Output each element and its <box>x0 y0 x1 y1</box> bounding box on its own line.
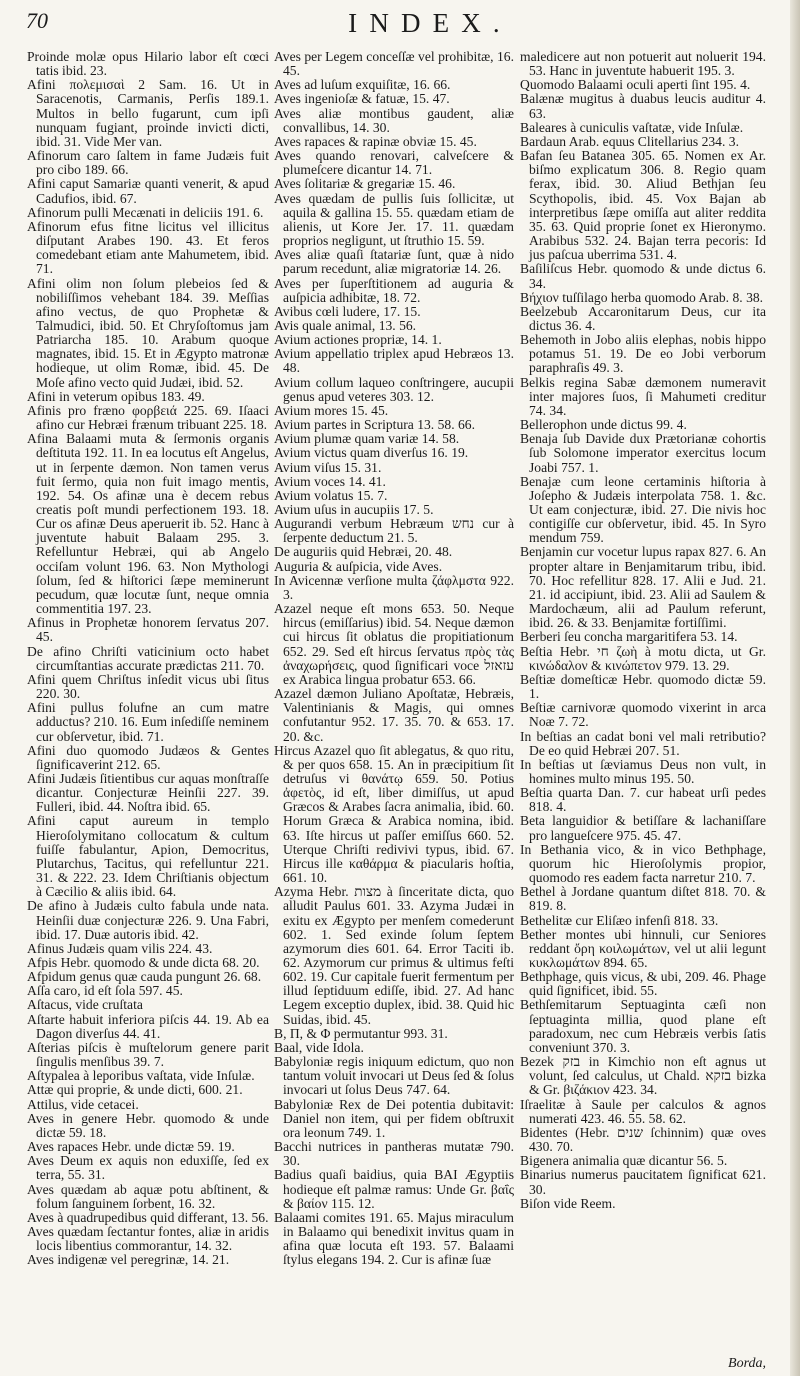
index-entry: Aves indigenæ vel peregrinæ, 14. 21. <box>27 1252 230 1268</box>
index-entry: Avis quale animal, 13. 56. <box>274 317 417 333</box>
index-entry: Aves quædam de pullis ſuis ſollicitæ, ut aquila & gallina 15. 55. quædam etiam de alienis, ut Kore Jer. 17. 11. quædam proprios negligunt, ut ſtruthio 15. 59. <box>274 190 514 249</box>
index-entry: Avium volatus 15. 7. <box>274 487 388 503</box>
index-entry: Bigenera animalia quæ dicantur 56. 5. <box>520 1153 728 1169</box>
index-entry: Bether montes ubi hinnuli, cur Seniores reddant ὄρη κοιλωμάτων, vel ut alii legunt κυκλωμάτων 894. 65. <box>520 926 766 970</box>
index-entry: Babyloniæ Rex de Dei potentia dubitavit: Daniel non item, qui per fidem obſtruxit ora leonum 749. 1. <box>274 1096 514 1140</box>
index-entry: In Avicennæ verſione multa ζάφλμστα 922. 3. <box>274 572 514 602</box>
index-entry: Benaja ſub Davide dux Prætorianæ cohortis ſub Solomone imperator exercitus locum Joabi 757. 1. <box>520 431 766 475</box>
index-entry: Bethphage, quis vicus, & ubi, 209. 46. Phage quid ſignificet, ibid. 55. <box>520 969 766 999</box>
index-entry: In beſtias an cadat boni vel mali retributio? De eo quid Hebræi 207. 51. <box>520 728 766 758</box>
index-entry: Avium viſus 15. 31. <box>274 459 382 475</box>
index-entry: Bacchi nutrices in pantheras mutatæ 790. 30. <box>274 1139 514 1169</box>
index-entry: Aſtacus, vide cruſtata <box>27 997 143 1013</box>
index-entry: Afinus Judæis quam vilis 224. 43. <box>27 940 213 956</box>
index-entry: Babyloniæ regis iniquum edictum, quo non tantum voluit invocari ut Deus ſed & ſolus invocari ut ſolus Deus 747. 64. <box>274 1054 514 1098</box>
index-column-left <box>27 50 269 1267</box>
index-entry: Balaami comites 191. 65. Majus miraculum in Balaamo qui benedixit invitus quam in afina quæ locuta eſt 193. 57. Balaami ſtylus elegans 194. 2. Cur is afinæ ſuæ <box>274 1209 514 1268</box>
index-entry: Bidentes (Hebr. שנים ſchinnim) quæ oves 430. 70. <box>520 1124 766 1155</box>
index-entry: Afini caput Samariæ quanti venerit, & apud Cadufios, ibid. 67. <box>27 176 269 206</box>
index-entry: Avium victus quam diverſus 16. 19. <box>274 445 469 461</box>
index-entry: Biſon vide Reem. <box>520 1195 616 1211</box>
index-entry: Afpidum genus quæ cauda pungunt 26. 68. <box>27 969 262 985</box>
index-entry: Aves Deum ex aquis non eduxiſſe, ſed ex terra, 55. 31. <box>27 1153 269 1183</box>
index-entry: Baſiliſcus Hebr. quomodo & unde dictus 6. 34. <box>520 261 766 291</box>
index-entry: Attæ qui proprie, & unde dicti, 600. 21. <box>27 1082 243 1098</box>
index-entry: Afini quem Chriſtus inſedit vicus ubi ſitus 220. 30. <box>27 671 269 702</box>
index-entry: Berberi ſeu concha margaritifera 53. 14. <box>520 629 738 645</box>
index-entry: Bellerophon unde dictus 99. 4. <box>520 417 687 433</box>
index-entry: Aves ſolitariæ & gregariæ 15. 46. <box>274 176 456 192</box>
index-entry: Afini πολεμισαὶ 2 Sam. 16. Ut in Saracenotis, Carmanis, Perſis 189.1. Multos in bello fugarunt, cum ipſi nunquam fugiant, proinde invicti dicti, ibid. 31. Vide Mer van. <box>27 77 269 149</box>
index-entry: Baal, vide Idola. <box>274 1039 364 1055</box>
index-entry: Avium collum laqueo conſtringere, aucupii genus apud veteres 303. 12. <box>274 374 514 404</box>
index-entry: Iſraelitæ à Saule per calculos & agnos numerati 423. 46. 55. 58. 62. <box>520 1096 766 1126</box>
index-entry: De afino Chriſti vaticinium octo habet circumſtantias accurate prædictas 211. 70. <box>27 643 269 673</box>
index-entry: Balænæ mugitus à duabus leucis auditur 4. 63. <box>520 91 766 121</box>
index-entry: De afino à Judæis culto fabula unde nata. Heinſii duæ conjecturæ 226. 9. Una Fabri, ibid. 17. Duæ autoris ibid. 42. <box>27 898 269 942</box>
index-entry: Afini caput aureum in templo Hieroſolymitano collocatum & cultum fuiſſe fabulantur, Apion, Democritus, Plutarchus, Tacitus, qui refelluntur 221. 31. & 222. 23. Idem Chriſtianis objectum à Cæcilio & aliis ibid. 64. <box>27 813 269 900</box>
index-entry: Beelzebub Accaronitarum Deus, cur ita dictus 36. 4. <box>520 303 766 333</box>
index-entry: Aſtarte habuit inferiora piſcis 44. 19. Ab ea Dagon diverſus 44. 41. <box>27 1011 269 1041</box>
index-entry: Badius quaſi baidius, quia BAI Ægyptiis hodieque eſt palmæ ramus: Unde Gr. βαΐς & βαίον 115. 12. <box>274 1167 514 1211</box>
index-entry: Aves per ſuperſtitionem ad auguria & auſpicia adhibitæ, 18. 72. <box>274 275 514 305</box>
index-entry: B, Π, & Φ permutantur 993. 31. <box>274 1025 448 1041</box>
index-entry: Βήχιον tuſſilago herba quomodo Arab. 8. 38. <box>520 289 764 305</box>
index-entry: Afinis pro fræno φορβειά 225. 69. Iſaaci afino cur Hebræi frænum tribuant 225. 18. <box>27 402 269 433</box>
index-entry: Bezek בזק in Kimchio non eſt agnus ut volunt, ſed calculus, ut Chald. בזקא bizka & Gr. βιζάκιον 423. 34. <box>520 1054 766 1098</box>
index-entry: Aſſa caro, id eſt ſola 597. 45. <box>27 983 183 999</box>
index-entry: Benajæ cum leone certaminis hiſtoria à Joſepho & Judæis interpolata 758. 1. &c. Ut eam conjecturæ, ibid. 27. Die nivis hoc contigiſſe cur obſervetur, ibid. 45. In Syro mendum 759. <box>520 473 766 546</box>
index-entry: Aſtypalea à leporibus vaſtata, vide Inſulæ. <box>27 1068 255 1084</box>
index-entry: Bafan ſeu Batanea 305. 65. Nomen ex Ar. biſmo explicatum 306. 8. Regio quam ferax, ibid. 30. Aliud Bethjan ſeu Scythopolis, ibid. 45. Vox Bajan ab interpretibus ſæpe omiſſa aut aliter reddita 35. 63. Quid proprie ſonet ex Hieronymo. Arabibus 532. 24. Bajan terra pecoris: Id jus paſcua uberrima 531. 4. <box>520 148 766 263</box>
index-entry: Binarius numerus paucitatem ſignificat 621. 30. <box>520 1167 766 1197</box>
index-entry: Aſterias piſcis è muſtelorum genere parit ſingulis menſibus 39. 7. <box>27 1039 269 1070</box>
index-entry: maledicere aut non potuerit aut noluerit 194. 53. Hanc in juventute habuerit 195. 3. <box>520 49 766 79</box>
index-entry: Aves rapaces Hebr. unde dictæ 59. 19. <box>27 1139 235 1155</box>
index-entry: Attilus, vide cetacei. <box>27 1096 139 1112</box>
index-entry: In beſtias ut ſæviamus Deus non vult, in homines multo minus 195. 50. <box>520 756 766 786</box>
page-heading: INDEX. <box>348 8 512 38</box>
index-entry: De auguriis quid Hebræi, 20. 48. <box>274 544 453 560</box>
index-entry: Avium voces 14. 41. <box>274 473 386 489</box>
index-entry: Azazel neque eſt mons 653. 50. Neque hircus (emiſſarius) ibid. 54. Neque dæmon cui hircus ſit oblatus die propitiationum 652. 29. Sed eſt hircus ſervatus πρὸς τὰς ἀναχωρήσεις, quod ſignificari voce עזאזל ex Arabica lingua probatur 653. 66. <box>274 601 514 687</box>
index-entry: Avium uſus in aucupiis 17. 5. <box>274 502 434 517</box>
index-entry: Bethel à Jordane quantum diſtet 818. 70. & 819. 8. <box>520 884 766 914</box>
index-entry: Behemoth in Jobo aliis elephas, nobis hippo potamus 51. 19. De eo Jobi verborum paraphraſis 49. 3. <box>520 332 766 376</box>
index-entry: Aves à quadrupedibus quid differant, 13. 56. <box>27 1209 269 1225</box>
index-entry: Afini olim non ſolum plebeios ſed & nobiliſſimos vehebant 184. 39. Meſſias afino vectus, de quo Prophetæ & Talmudici, ibid. 50. Et Chryſoſtomus jam Patriarcha 185. 10. Arabum quoque magnates, ibid. 15. Et in Ægypto matronæ hodieque, ut olim Romæ, ibid. 45. De Moſe afino vecto quid Judæi, ibid. 52. <box>27 275 269 390</box>
index-entry: Aves quando renovari, calveſcere & plumeſcere dicantur 14. 71. <box>274 148 514 178</box>
index-entry: Aves aliæ montibus gaudent, aliæ convallibus, 14. 30. <box>274 105 514 135</box>
index-column-middle <box>274 50 514 1267</box>
catchword: Borda, <box>728 1356 766 1371</box>
index-entry: Aves quædam ſectantur fontes, aliæ in aridis locis libentius commorantur, 14. 32. <box>27 1223 269 1254</box>
index-entry: Afini in veterum opibus 183. 49. <box>27 388 205 404</box>
index-entry: Beſtia Hebr. חי ζωὴ à motu dicta, ut Gr. κινώδαλον & κινώπετον 979. 13. 29. <box>520 643 766 673</box>
index-entry: Aves quædam ab aquæ potu abſtinent, & folum ſanguinem ſorbent, 16. 32. <box>27 1181 269 1211</box>
index-entry: Benjamin cur vocetur lupus rapax 827. 6. An propter altare in Benjamitarum tribu, ibid. 70. Hoc refellitur 828. 17. Alii e Jud. 21. 21. id accipiunt, ibid. 23. Alii ad Saulem & Mardochæum, alii ad Paulum referunt, ibid. 26. & 33. Benjamitæ fortiſſimi. <box>520 544 766 631</box>
index-entry: Afinus in Prophetæ honorem ſervatus 207. 45. <box>27 615 269 645</box>
index-entry: Aves rapaces & rapinæ obviæ 15. 45. <box>274 133 477 149</box>
index-entry: Avium partes in Scriptura 13. 58. 66. <box>274 417 475 433</box>
index-entry: Avibus cœli ludere, 17. 15. <box>274 303 421 319</box>
index-entry: Azazel dæmon Juliano Apoſtatæ, Hebræis, Valentinianis & Magis, qui omnes confutantur 952. 17. 35. 70. & 653. 17. 20. &c. <box>274 686 514 744</box>
index-entry: Beſtiæ carnivoræ quomodo vixerint in arca Noæ 7. 72. <box>520 700 766 730</box>
index-entry: Avium plumæ quam variæ 14. 58. <box>274 431 460 447</box>
index-entry: Augurandi verbum Hebræum נחש cur à ſerpente deductum 21. 5. <box>274 516 514 546</box>
index-entry: Beta languidior & betiſſare & lachaniſſare pro langueſcere 975. 45. 47. <box>520 813 766 843</box>
index-entry: Aves in genere Hebr. quomodo & unde dictæ 59. 18. <box>27 1110 269 1140</box>
index-entry: Avium mores 15. 45. <box>274 402 389 418</box>
index-entry: Afinorum caro ſaltem in fame Judæis fuit pro cibo 189. 66. <box>27 148 269 178</box>
page-edge-shadow <box>790 0 800 1376</box>
index-entry: Aves ingenioſæ & fatuæ, 15. 47. <box>274 91 450 107</box>
index-entry: Afini duo quomodo Judæos & Gentes ſignificaverint 212. 65. <box>27 742 269 772</box>
index-entry: Afini Judæis ſitientibus cur aquas monſtraſſe dicantur. Conjecturæ Heinſii 227. 39. Fulleri, ibid. 44. Noſtra ibid. 65. <box>27 770 269 815</box>
index-entry: Beſtia quarta Dan. 7. cur habeat urſi pedes 818. 4. <box>520 785 766 815</box>
index-entry: Bethſemitarum Septuaginta cæſi non ſeptuaginta millia, quod plane eſt paradoxum, nec cum Hebræis verbis ſatis conveniunt 370. 3. <box>520 997 766 1055</box>
index-entry: Bethelitæ cur Eliſæo infenſi 818. 33. <box>520 912 719 928</box>
index-entry: Afini pullus folufne an cum matre adductus? 210. 16. Eum inſediſſe neminem cur obſervetur, ibid. 71. <box>27 700 269 744</box>
index-entry: Aves aliæ quaſi ſtatariæ ſunt, quæ à nido parum recedunt, aliæ migratoriæ 14. 26. <box>274 247 514 277</box>
index-entry: Quomodo Balaami oculi aperti ſint 195. 4. <box>520 77 751 93</box>
index-entry: In Bethania vico, & in vico Bethphage, quorum hic Hieroſolymis propior, quomodo res eadem facta narretur 210. 7. <box>520 841 766 886</box>
index-entry: Aves per Legem conceſſæ vel prohibitæ, 16. 45. <box>274 49 514 79</box>
index-entry: Beſtiæ domeſticæ Hebr. quomodo dictæ 59. 1. <box>520 671 766 702</box>
index-entry: Afinorum efus fitne licitus vel illicitus diſputant Arabes 190. 43. Et feros comedebant etiam ante Mahumetem, ibid. 71. <box>27 218 269 277</box>
index-column-right <box>520 50 766 1211</box>
index-entry: Bardaun Arab. equus Clitellarius 234. 3. <box>520 133 739 149</box>
index-entry: Afina Balaami muta & ſermonis organis deſtituta 192. 11. In ea locutus eſt Angelus, ut in ſerpente dæmon. Non tamen verus fuit ſermo, quia non fuit imago mentis, 192. 54. Os afinæ una è decem rebus creatis poſt mundi perfectionem 193. 18. Cur os afinæ Deus aperuerit ib. 52. Hanc à juventute habuit Balaam 295. 3. Refelluntur Hebræi, qui ab Angelo occiſam volunt 196. 63. Non Mythologi ſolum, ſed & hiſtorici ſæpe meminerunt pecudum, quæ locutæ ſunt, neque omnia commentitia 197. 23. <box>27 431 269 617</box>
index-entry: Hircus Azazel quo ſit ablegatus, & quo ritu, & per quos 658. 15. An in præcipitium ſit detruſus vi θανάτῳ 659. 50. Potius ἀφετὸς, id eſt, liber dimiſſus, ut apud Græcos & Arabes ſacra animalia, ibid. 60. Horum Græca & Arabica nomina, ibid. 63. Iſte hircus ut paſſer emiſſus 660. 52. Uterque Chriſti redivivi typus, ibid. 67. Hircus ille καθάρμα & piacularis hoſtia, 661. 10. <box>274 742 514 886</box>
index-entry: Auguria & auſpicia, vide Aves. <box>274 558 443 574</box>
index-entry: Avium actiones propriæ, 14. 1. <box>274 332 442 348</box>
index-entry: Baleares à cuniculis vaſtatæ, vide Inſulæ. <box>520 119 744 135</box>
index-entry: Belkis regina Sabæ dæmonem numeravit inter majores ſuos, ſi Mahumeti creditur 74. 34. <box>520 374 766 418</box>
page-number: 70 <box>26 8 48 33</box>
index-entry: Proinde molæ opus Hilario labor eſt cœci tatis ibid. 23. <box>27 49 269 79</box>
index-entry: Afpis Hebr. quomodo & unde dicta 68. 20. <box>27 955 260 970</box>
index-entry: Afinorum pulli Mecænati in deliciis 191. 6. <box>27 204 264 220</box>
index-entry: Azyma Hebr. מצות à ſinceritate dicta, quo alludit Paulus 601. 33. Azyma Judæi in exitu ex Ægypto per menſem comederunt 602. 1. Sed exinde ſolum ſeptem azymorum dies 601. 64. Error Taciti ib. 62. Azymorum cur primus & ultimus feſti 602. 19. Cur capitale fuerit fermentum per illud ſeptiduum ediſſe, ibid. 27. Ad hanc Legem exceptio duplex, ibid. 38. Quid hic Suidas, ibid. 45. <box>274 884 514 1027</box>
index-entry: Avium appellatio triplex apud Hebræos 13. 48. <box>274 346 514 376</box>
index-entry: Aves ad luſum exquiſitæ, 16. 66. <box>274 77 451 93</box>
